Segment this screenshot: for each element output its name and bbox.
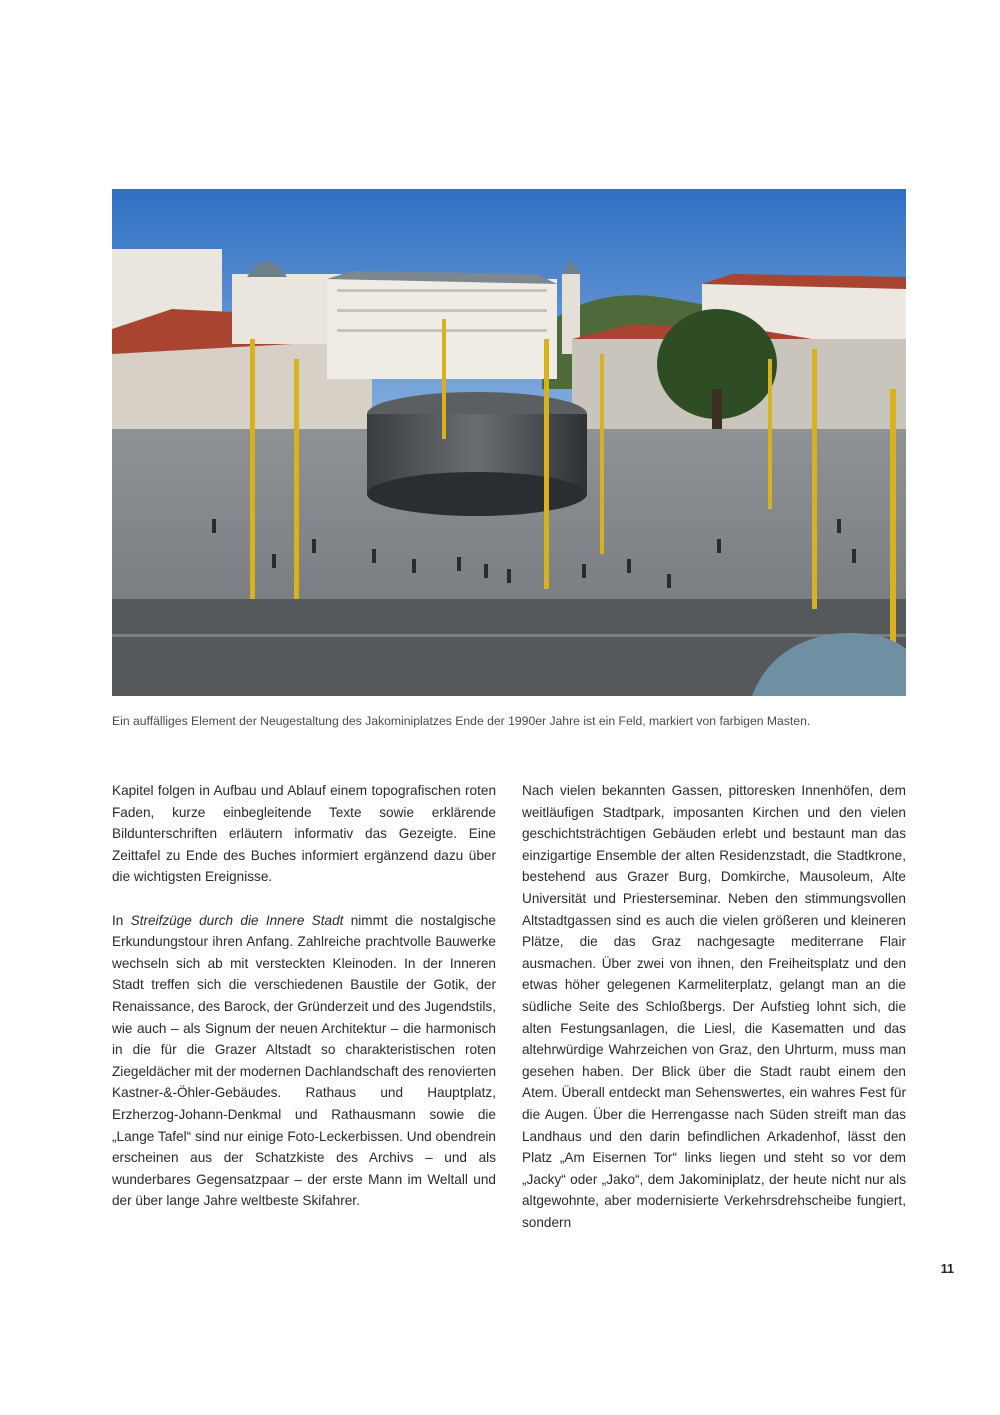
text-run: In xyxy=(112,912,131,928)
text-column-right xyxy=(522,780,906,1233)
page-number: 11 xyxy=(940,1262,954,1276)
text-run: nimmt die nostalgische Erkundungstour ihren Anfang. Zahlreiche prachtvolle Bauwerke wechseln sich ab mit versteckten Kleinoden. In der Inneren Stadt treffen sich die verschiedenen Baustile der Gotik, der Renaissance, des Barock, der Gründerzeit und des Jugendstils, wie auch – als Signum der neuen Architektur – die harmonisch in die für die Grazer Altstadt so charakteristischen roten Ziegeldächer mit der modernen Dachlandschaft des renovierten Kastner-&-Öhler-Gebäudes. Rathaus und Hauptplatz, Erzherzog-Johann-Denkmal und Rathausmann sowie die „Lange Tafel“ sind nur einige Foto-Leckerbissen. Und obendrein erscheinen aus der Schatzkiste des Archivs – und als wunderbares Gegensatzpaar – der erste Mann im Weltall und der über lange Jahre weltbeste Skifahrer. xyxy=(112,912,496,1209)
book-section-title: Streifzüge durch die Innere Stadt xyxy=(130,912,344,928)
hero-photo xyxy=(112,189,906,696)
paragraph: Kapitel folgen in Aufbau und Ablauf einem topografischen roten Faden, kurze einbegleitende Texte sowie erklärende Bildunterschriften erläutern informativ das Gezeigte. Eine Zeittafel zu Ende des Buches informiert ergänzend dazu über die wichtigsten Ereignisse. xyxy=(112,783,496,885)
paragraph xyxy=(112,910,496,1212)
photo-illustration xyxy=(112,189,906,696)
paragraph: Nach vielen bekannten Gassen, pittoresken Innenhöfen, dem weitläufigen Stadtpark, imposanten Kirchen und den vielen geschichtsträchtigen Gebäuden erlebt und bestaunt man das einzigartige Ensemble der alten Residenzstadt, die Stadtkrone, bestehend aus Grazer Burg, Domkirche, Mausoleum, Alte Universität und Priesterseminar. Neben den stimmungsvollen Altstadtgassen sind es auch die vielen größeren und kleineren Plätze, die das Graz nachgesagte mediterrane Flair ausmachen. Über zwei von ihnen, den Freiheitsplatz und den etwas höher gelegenen Karmeliterplatz, gelangt man an die südliche Seite des Schloßbergs. Der Aufstieg lohnt sich, die alten Festungsanlagen, die Liesl, die Kasematten und das altehrwürdige Wahrzeichen von Graz, den Uhrturm, muss man gesehen haben. Der Blick über die Stadt raubt einem den Atem. Überall entdeckt man Sehenswertes, ein wahres Fest für die Augen. Über die Herrengasse nach Süden streift man das Landhaus und den darin befindlichen Arkadenhof, lässt den Platz „Am Eisernen Tor“ links liegen und steht so vor dem „Jacky“ oder „Jako“, dem Jakominiplatz, der heute nicht nur als altgewohnte, aber modernisierte Verkehrsdrehscheibe fungiert, sondern xyxy=(522,783,906,1230)
photo-caption: Ein auffälliges Element der Neugestaltung des Jakominiplatzes Ende der 1990er Jahre ist ein Feld, markiert von farbigen Masten. xyxy=(112,714,811,728)
text-column-left xyxy=(112,780,496,1212)
